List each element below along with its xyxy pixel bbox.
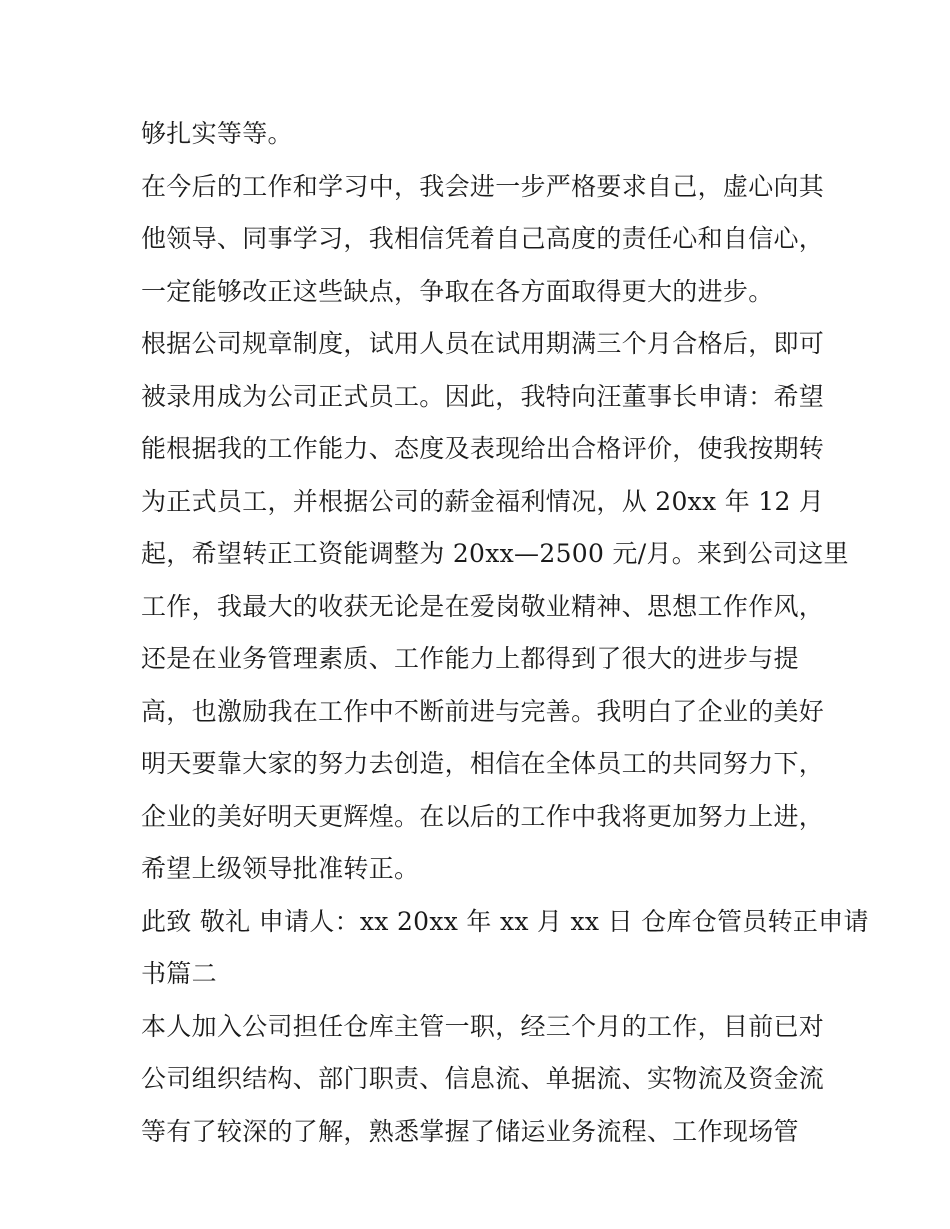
text-line: 明天要靠大家的努力去创造，相信在全体员工的共同努力下，: [141, 749, 825, 778]
text-line: 公司组织结构、部门职责、信息流、单据流、实物流及资金流: [141, 1064, 825, 1093]
text-line: 够扎实等等。: [141, 119, 293, 148]
text-line: 根据公司规章制度，试用人员在试用期满三个月合格后，即可: [141, 329, 825, 358]
document-body: [141, 108, 869, 1158]
text-line: 书篇二: [141, 959, 217, 988]
text-line: 他领导、同事学习，我相信凭着自己高度的责任心和自信心，: [141, 224, 825, 253]
text-line: 此致 敬礼 申请人：xx 20xx 年 xx 月 xx 日 仓库仓管员转正申请: [141, 906, 869, 936]
text-line: 等有了较深的了解，熟悉掌握了储运业务流程、工作现场管: [141, 1116, 799, 1146]
text-line: 工作，我最大的收获无论是在爱岗敬业精神、思想工作作风，: [141, 591, 825, 621]
text-line: 起，希望转正工资能调整为 20xx—2500 元/月。来到公司这里: [141, 539, 849, 568]
text-line: 一定能够改正这些缺点，争取在各方面取得更大的进步。: [141, 276, 774, 306]
text-line: 能根据我的工作能力、态度及表现给出合格评价，使我按期转: [141, 434, 825, 463]
text-line: 本人加入公司担任仓库主管一职，经三个月的工作，目前已对: [141, 1011, 825, 1041]
text-line: 还是在业务管理素质、工作能力上都得到了很大的进步与提: [141, 644, 799, 673]
text-line: 高，也激励我在工作中不断前进与完善。我明白了企业的美好: [141, 696, 825, 726]
text-line: 为正式员工，并根据公司的薪金福利情况，从 20xx 年 12 月: [141, 486, 825, 516]
text-line: 希望上级领导批准转正。: [141, 854, 420, 883]
text-line: 被录用成为公司正式员工。因此，我特向汪董事长申请：希望: [141, 381, 825, 411]
text-line: 企业的美好明天更辉煌。在以后的工作中我将更加努力上进，: [141, 801, 825, 831]
text-line: 在今后的工作和学习中，我会进一步严格要求自己，虚心向其: [141, 171, 825, 201]
